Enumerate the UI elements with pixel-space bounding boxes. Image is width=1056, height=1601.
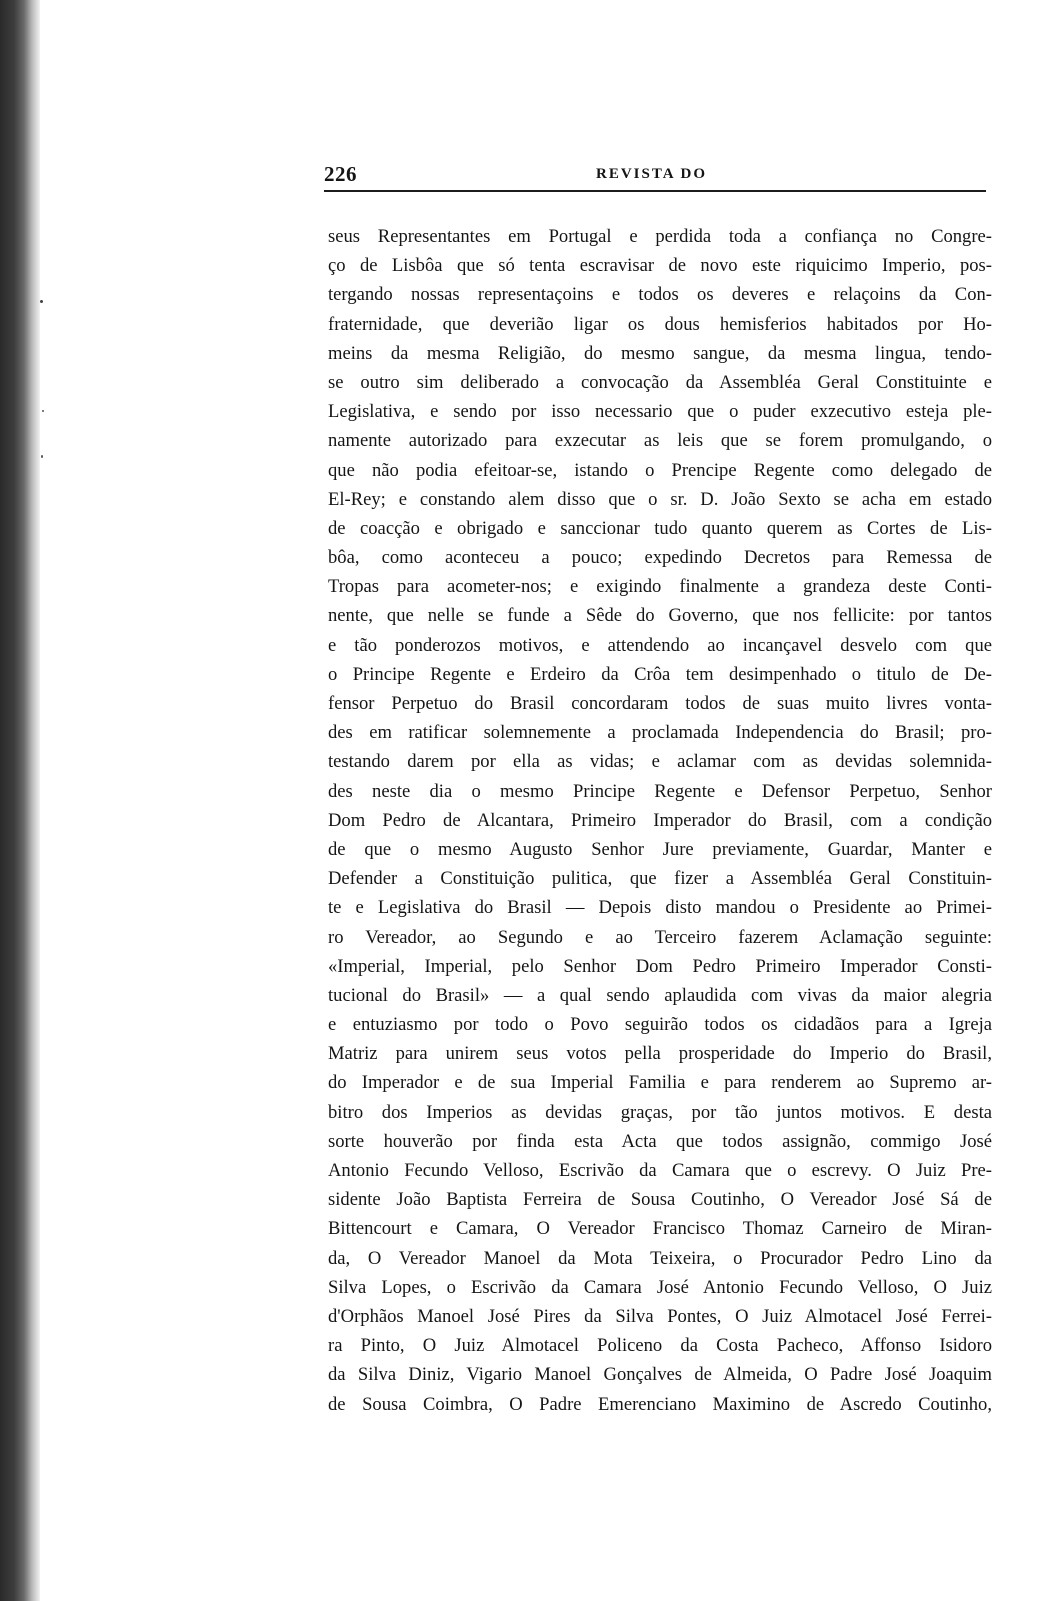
text-line: fraternidade, que deverião ligar os dous hemisferios habitados por Ho- xyxy=(328,313,992,335)
text-line: Silva Lopes, o Escrivão da Camara José Antonio Fecundo Velloso, O Juiz xyxy=(328,1276,992,1298)
text-line: Matriz para unirem seus votos pella prosperidade do Imperio do Brasil, xyxy=(328,1043,992,1065)
text-line: da, O Vereador Manoel da Mota Teixeira, o Procurador Pedro Lino da xyxy=(328,1247,992,1269)
text-line: da Silva Diniz, Vigario Manoel Gonçalves de Almeida, O Padre José Joaquim xyxy=(328,1364,992,1386)
text-line: de Sousa Coimbra, O Padre Emerenciano Maximino de Ascredo Coutinho, xyxy=(328,1393,992,1415)
text-line: Defender a Constituição pulitica, que fizer a Assembléa Geral Constituin- xyxy=(328,868,992,890)
body-text xyxy=(328,222,992,1419)
text-line: El-Rey; e constando alem disso que o sr. D. João Sexto se acha em estado xyxy=(328,488,992,510)
text-line: namente autorizado para exzecutar as leis que se forem promulgando, o xyxy=(328,430,992,452)
page-number: 226 xyxy=(324,162,357,186)
text-line: se outro sim deliberado a convocação da Assembléa Geral Constituinte e xyxy=(328,371,992,393)
book-binding-edge xyxy=(0,0,40,1601)
text-line: ra Pinto, O Juiz Almotacel Policeno da Costa Pacheco, Affonso Isidoro xyxy=(328,1335,992,1357)
text-line: ço de Lisbôa que só tenta escravisar de novo este riquicimo Imperio, pos- xyxy=(328,255,992,277)
text-line: tucional do Brasil» — a qual sendo aplaudida com vivas da maior alegria xyxy=(328,984,992,1006)
text-line: Dom Pedro de Alcantara, Primeiro Imperador do Brasil, com a condição xyxy=(328,809,992,831)
text-line: e tão ponderozos motivos, e attendendo ao incançavel desvelo com que xyxy=(328,634,992,656)
header-rule xyxy=(324,190,986,192)
text-line: meins da mesma Religião, do mesmo sangue, da mesma lingua, tendo- xyxy=(328,342,992,364)
text-line: de que o mesmo Augusto Senhor Jure previamente, Guardar, Manter e xyxy=(328,838,992,860)
running-head: REVISTA DO xyxy=(596,166,707,182)
text-line: o Principe Regente e Erdeiro da Crôa tem desimpenhado o titulo de De- xyxy=(328,663,992,685)
text-line: do Imperador e de sua Imperial Familia e para renderem ao Supremo ar- xyxy=(328,1072,992,1094)
text-line: bôa, como aconteceu a pouco; expedindo Decretos para Remessa de xyxy=(328,547,992,569)
text-line: nente, que nelle se funde a Sêde do Governo, que nos fellicite: por tantos xyxy=(328,605,992,627)
text-line: e entuziasmo por todo o Povo seguirão todos os cidadãos para a Igreja xyxy=(328,1014,992,1036)
text-line: sorte houverão por finda esta Acta que todos assignão, commigo José xyxy=(328,1130,992,1152)
text-line: des neste dia o mesmo Principe Regente e Defensor Perpetuo, Senhor xyxy=(328,780,992,802)
page-header xyxy=(324,160,1000,194)
text-line: ro Vereador, ao Segundo e ao Terceiro fazerem Aclamação seguinte: xyxy=(328,926,992,948)
scan-speck xyxy=(42,410,44,412)
text-line: que não podia efeitoar-se, istando o Prencipe Regente como delegado de xyxy=(328,459,992,481)
text-line: bitro dos Imperios as devidas graças, por tão juntos motivos. E desta xyxy=(328,1101,992,1123)
scan-speck xyxy=(41,455,43,458)
text-line: Antonio Fecundo Velloso, Escrivão da Camara que o escrevy. O Juiz Pre- xyxy=(328,1160,992,1181)
text-line: des em ratificar solemnemente a proclamada Independencia do Brasil; pro- xyxy=(328,722,992,744)
text-line: tergando nossas representaçoins e todos os deveres e relaçoins da Con- xyxy=(328,284,992,306)
text-line: «Imperial, Imperial, pelo Senhor Dom Pedro Primeiro Imperador Consti- xyxy=(328,955,992,977)
text-line: Bittencourt e Camara, O Vereador Francisco Thomaz Carneiro de Miran- xyxy=(328,1218,992,1240)
scan-speck xyxy=(40,300,43,303)
text-line: d'Orphãos Manoel José Pires da Silva Pontes, O Juiz Almotacel José Ferrei- xyxy=(328,1305,992,1327)
text-line: te e Legislativa do Brasil — Depois disto mandou o Presidente ao Primei- xyxy=(328,897,992,919)
text-line: Legislativa, e sendo por isso necessario que o puder exzecutivo esteja ple- xyxy=(328,401,992,423)
text-line: sidente João Baptista Ferreira de Sousa Coutinho, O Vereador José Sá de xyxy=(328,1189,992,1211)
text-line: testando darem por ella as vidas; e aclamar com as devidas solemnida- xyxy=(328,751,992,773)
text-line: seus Representantes em Portugal e perdida toda a confiança no Congre- xyxy=(328,226,992,247)
text-line: Tropas para acometer-nos; e exigindo finalmente a grandeza deste Conti- xyxy=(328,576,992,598)
text-line: de coacção e obrigado e sanccionar tudo quanto querem as Cortes de Lis- xyxy=(328,517,992,539)
text-line: fensor Perpetuo do Brasil concordaram todos de suas muito livres vonta- xyxy=(328,693,992,714)
